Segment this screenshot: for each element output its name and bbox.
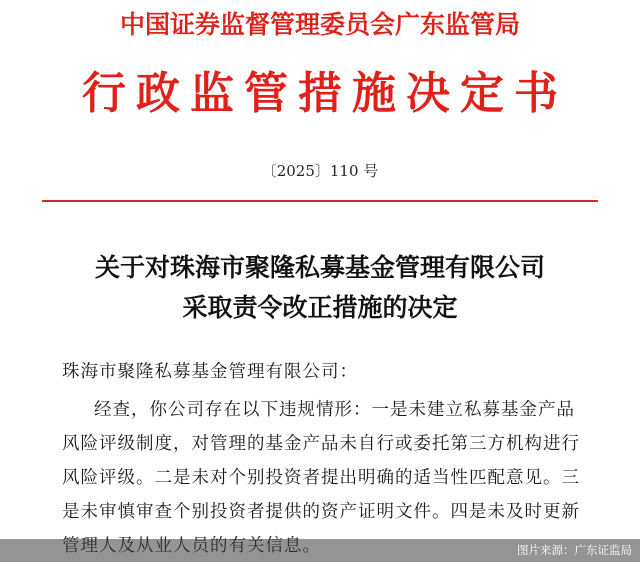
paragraph-line: 经查，你公司存在以下违规情形：一是未建立私募基金产品 [94,400,575,420]
paragraph-line: 是未审慎审查个别投资者提供的资产证明文件。四是未及时更新 [62,502,580,522]
image-source-watermark: 图片来源：广东证监局 [517,543,632,557]
paragraph-line: 风险评级。二是未对个别投资者提出明确的适当性匹配意见。三 [62,468,580,488]
subject-title-line-2: 采取责令改正措施的决定 [182,293,458,322]
paragraph-line: 风险评级制度，对管理的基金产品未自行或委托第三方机构进行 [62,434,580,454]
document-number: 〔2025〕110 号 [261,162,379,180]
subject-title-line-1: 关于对珠海市聚隆私募基金管理有限公司 [94,253,545,282]
document-type-title: 行政监管措施决定书 [82,68,568,119]
organization-header: 中国证券监督管理委员会广东监管局 [119,10,520,39]
red-divider-line [42,200,598,202]
addressee: 珠海市聚隆私募基金管理有限公司： [62,362,358,382]
